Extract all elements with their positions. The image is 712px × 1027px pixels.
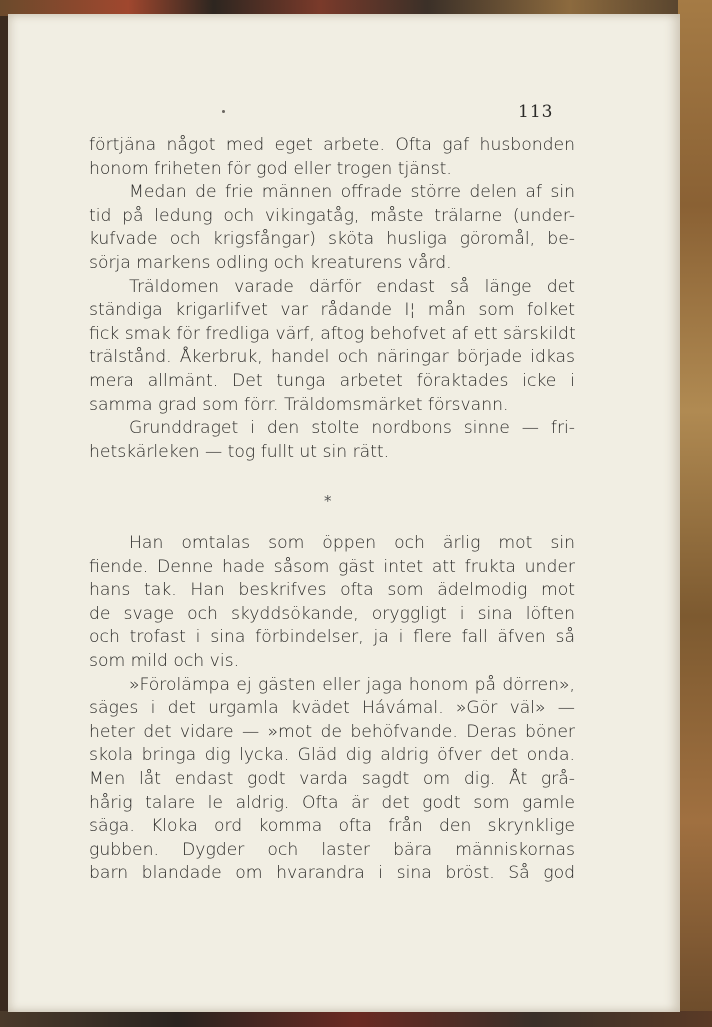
- text-line: ständiga krigarlifvet var rådande I¦ mån som folket: [89, 300, 575, 321]
- section-separator: *: [324, 492, 332, 510]
- text-line: Medan de frie männen offrade större delen af sin: [129, 182, 575, 203]
- text-line: tid på ledung och vikingatåg, måste trälarne (under-: [89, 205, 575, 226]
- text-line: hetskärleken — tog fullt ut sin rätt.: [89, 441, 390, 462]
- text-line: fiende. Denne hade såsom gäst intet att frukta under: [89, 556, 575, 577]
- text-line: trälstånd. Åkerbruk, handel och näringar började idkas: [89, 347, 575, 368]
- text-line: mera allmänt. Det tunga arbetet föraktades icke i: [89, 370, 575, 391]
- text-line: säges i det urgamla kvädet Hávámal. »Gör väl» —: [89, 698, 575, 719]
- page-number: 113: [518, 102, 554, 122]
- text-line: som mild och vis.: [89, 650, 240, 671]
- text-line: barn blandade om hvarandra i sina bröst. Så god: [89, 863, 575, 884]
- text-line: Träldomen varade därför endast så länge det: [129, 276, 575, 297]
- book-binding-bottom: [0, 1011, 712, 1027]
- text-line: fick smak för fredliga värf, aftog behofvet af ett särskildt: [89, 323, 576, 344]
- text-line: kufvade och krigsfångar) sköta husliga göromål, be-: [89, 229, 575, 250]
- text-line: samma grad som förr. Träldomsmärket försvann.: [89, 394, 509, 415]
- text-line: skola bringa dig lycka. Gläd dig aldrig öfver det onda.: [89, 745, 575, 766]
- section-1-text: [89, 134, 575, 464]
- text-line: gubben. Dygder och laster bära människornas: [89, 839, 575, 860]
- text-line: sörja markens odling och kreaturens vård.: [89, 252, 452, 273]
- text-line: de svage och skyddsökande, oryggligt i sina löften: [89, 603, 575, 624]
- book-binding-edge: [678, 0, 712, 1027]
- text-line: säga. Kloka ord komma ofta från den skrynklige: [89, 816, 575, 837]
- text-line: honom friheten för god eller trogen tjänst.: [89, 158, 452, 179]
- text-line: hårig talare le aldrig. Ofta är det godt som gamle: [89, 792, 575, 813]
- text-line: Men låt endast godt varda sagdt om dig. Åt grå-: [89, 768, 575, 789]
- text-line: heter det vidare — »mot de behöfvande. Deras böner: [89, 721, 575, 742]
- ink-speck: [222, 110, 225, 113]
- book-page: [8, 14, 680, 1012]
- text-line: hans tak. Han beskrifves ofta som ädelmodig mot: [89, 580, 575, 601]
- text-line: Han omtalas som öppen och ärlig mot sin: [129, 533, 575, 553]
- text-line: och trofast i sina förbindelser, ja i flere fall äfven så: [89, 627, 575, 648]
- text-line: »Förolämpa ej gästen eller jaga honom på dörren»,: [129, 674, 575, 695]
- section-2-text: [89, 532, 575, 886]
- text-line: förtjäna något med eget arbete. Ofta gaf husbonden: [89, 135, 575, 155]
- text-line: Grunddraget i den stolte nordbons sinne — fri-: [129, 418, 575, 439]
